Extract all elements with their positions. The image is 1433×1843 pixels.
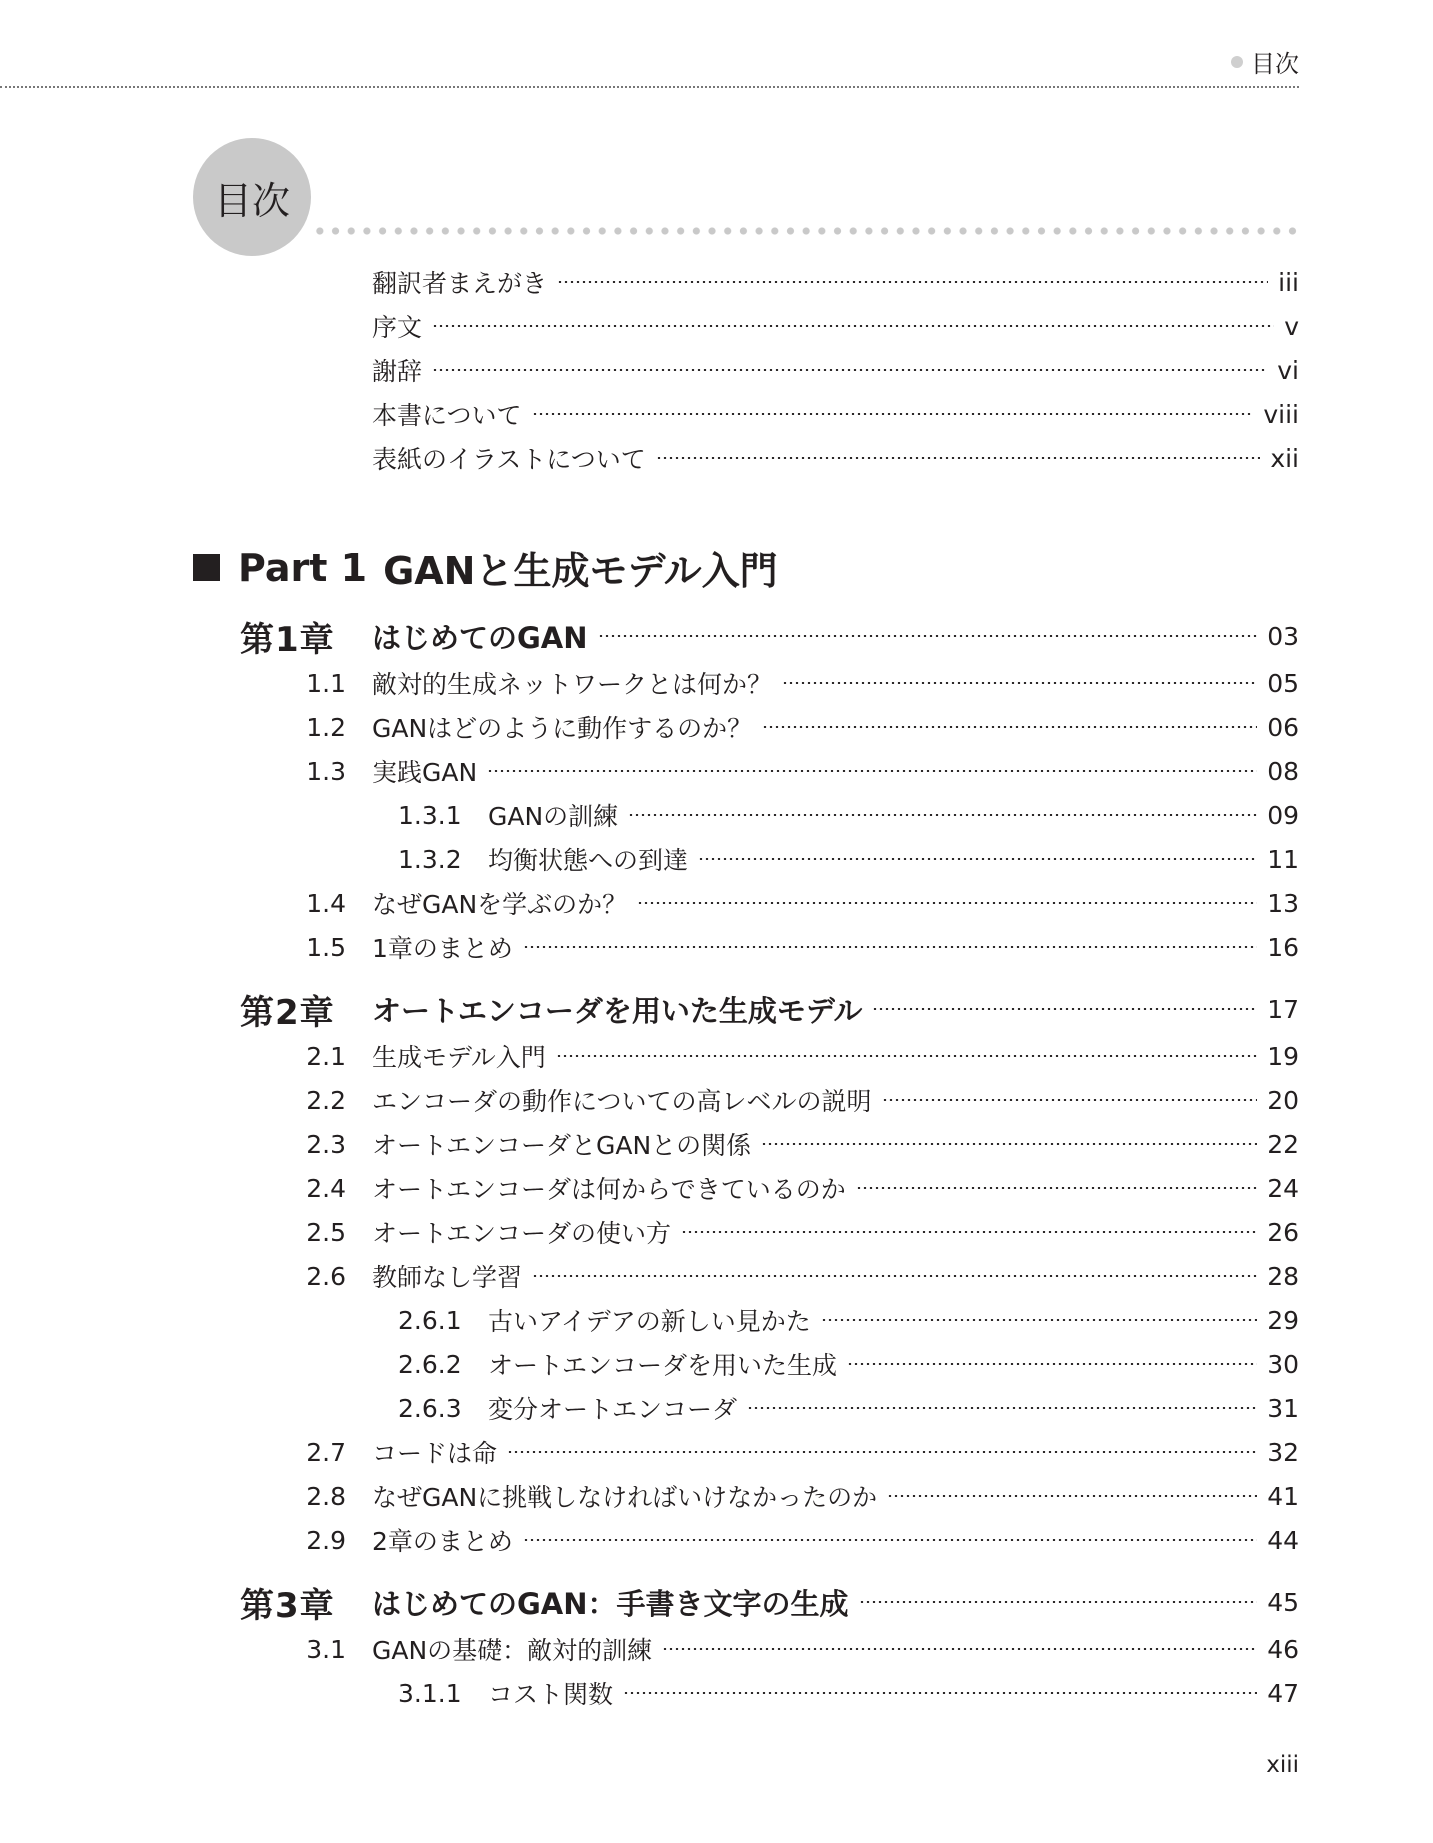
subsection-number: 3.1.1 [398, 1678, 462, 1708]
chapter-label: 第1章 [240, 619, 335, 660]
entry-title: GANの基礎：敵対的訓練 [372, 1636, 653, 1665]
dot-leader [432, 369, 1267, 371]
toc-entry-subsection[interactable] [0, 1300, 1299, 1340]
entry-title: 表紙のイラストについて [372, 445, 646, 474]
entry-title: オートエンコーダとGANとの関係 [372, 1131, 752, 1160]
entry-page: 45 [1267, 1587, 1299, 1617]
toc-entry-section[interactable] [0, 1168, 1299, 1208]
entry-title: 謝辞 [372, 357, 423, 386]
toc-entry-section[interactable] [0, 883, 1299, 923]
section-number: 2.3 [306, 1129, 346, 1159]
section-number: 1.1 [306, 668, 346, 698]
entry-title: コードは命 [372, 1439, 498, 1468]
entry-page: 41 [1267, 1481, 1299, 1511]
section-number: 1.2 [306, 712, 346, 742]
dot-leader [557, 281, 1268, 283]
entry-title: 1章のまとめ [372, 934, 513, 963]
toc-title-dotted-rule [312, 227, 1299, 235]
toc-entry-section[interactable] [0, 751, 1299, 791]
entry-page: 20 [1267, 1085, 1299, 1115]
entry-title: 翻訳者まえがき [372, 269, 548, 298]
section-number: 1.4 [306, 888, 346, 918]
toc-entry-subsection[interactable] [0, 1388, 1299, 1428]
dot-leader [556, 1055, 1257, 1057]
entry-page: 32 [1267, 1437, 1299, 1467]
toc-entry-front[interactable] [0, 350, 1299, 390]
section-number: 2.9 [306, 1525, 346, 1555]
entry-title: 本書について [372, 401, 522, 430]
dot-leader [623, 1692, 1257, 1694]
section-number: 3.1 [306, 1634, 346, 1664]
entry-page: 05 [1267, 668, 1299, 698]
entry-page: 17 [1267, 994, 1299, 1024]
entry-title: オートエンコーダは何からできているのか [372, 1175, 846, 1204]
dot-leader [882, 1099, 1258, 1101]
dot-leader [656, 457, 1261, 459]
entry-page: 13 [1267, 888, 1299, 918]
running-header [1231, 44, 1299, 79]
entry-page: 24 [1267, 1173, 1299, 1203]
page-number: xiii [1266, 1752, 1299, 1778]
toc-entry-front[interactable] [0, 438, 1299, 478]
entry-title: コスト関数 [488, 1680, 614, 1709]
section-number: 2.8 [306, 1481, 346, 1511]
section-number: 1.5 [306, 932, 346, 962]
entry-page: 08 [1267, 756, 1299, 786]
entry-page: 19 [1267, 1041, 1299, 1071]
entry-title: GANはどのように動作するのか？ [372, 714, 753, 743]
dot-leader [532, 413, 1254, 415]
toc-title: 目次 [213, 178, 290, 223]
dot-leader [872, 1008, 1257, 1010]
section-number: 2.1 [306, 1041, 346, 1071]
entry-page: 22 [1267, 1129, 1299, 1159]
subsection-number: 1.3.2 [398, 844, 462, 874]
entry-page: xii [1270, 443, 1299, 473]
entry-page: 46 [1267, 1634, 1299, 1664]
dot-leader [523, 946, 1257, 948]
toc-entry-section[interactable] [0, 1036, 1299, 1076]
dot-leader [698, 858, 1257, 860]
entry-title: 古いアイデアの新しい見かた [488, 1307, 811, 1336]
toc-entry-section[interactable] [0, 707, 1299, 747]
toc-entry-section[interactable] [0, 1629, 1299, 1669]
subsection-number: 1.3.1 [398, 800, 462, 830]
entry-page: 31 [1267, 1393, 1299, 1423]
chapter-label: 第2章 [240, 992, 335, 1033]
toc-entry-subsection[interactable] [0, 1344, 1299, 1384]
entry-page: viii [1263, 399, 1299, 429]
toc-entry-front[interactable] [0, 306, 1299, 346]
entry-title: はじめてのGAN：手書き文字の生成 [372, 1586, 849, 1621]
toc-entry-chapter[interactable] [0, 1582, 1299, 1626]
entry-page: 29 [1267, 1305, 1299, 1335]
entry-page: 30 [1267, 1349, 1299, 1379]
header-divider [0, 86, 1299, 88]
entry-title: エンコーダの動作についての高レベルの説明 [372, 1087, 872, 1116]
chapter-label: 第3章 [240, 1585, 335, 1626]
entry-page: iii [1278, 267, 1299, 297]
entry-page: 47 [1267, 1678, 1299, 1708]
entry-page: 44 [1267, 1525, 1299, 1555]
toc-entry-section[interactable] [0, 663, 1299, 703]
entry-page: 28 [1267, 1261, 1299, 1291]
dot-leader [507, 1451, 1257, 1453]
entry-page: 11 [1267, 844, 1299, 874]
dot-leader [637, 902, 1257, 904]
section-number: 2.4 [306, 1173, 346, 1203]
dot-leader [628, 814, 1257, 816]
entry-title: なぜGANに挑戦しなければいけなかったのか [372, 1483, 878, 1512]
entry-title: 生成モデル入門 [372, 1043, 546, 1072]
dot-leader [821, 1319, 1257, 1321]
toc-entry-section[interactable] [0, 1432, 1299, 1472]
dot-leader [859, 1601, 1258, 1603]
entry-title: 敵対的生成ネットワークとは何か？ [372, 670, 773, 699]
entry-page: 03 [1267, 621, 1299, 651]
section-number: 1.3 [306, 756, 346, 786]
entry-page: 06 [1267, 712, 1299, 742]
dot-leader [681, 1231, 1257, 1233]
dot-leader [856, 1187, 1257, 1189]
toc-entry-section[interactable] [0, 1520, 1299, 1560]
entry-title: 教師なし学習 [372, 1263, 523, 1292]
toc-entry-section[interactable] [0, 1476, 1299, 1516]
dot-leader [532, 1275, 1257, 1277]
toc-entry-section[interactable] [0, 927, 1299, 967]
dot-leader [847, 1363, 1257, 1365]
toc-entry-front[interactable] [0, 394, 1299, 434]
toc-entry-chapter[interactable] [0, 616, 1299, 660]
toc-entry-subsection[interactable] [0, 1673, 1299, 1713]
entry-title: 序文 [372, 313, 423, 342]
dot-leader [487, 770, 1257, 772]
entry-page: 16 [1267, 932, 1299, 962]
section-number: 2.6 [306, 1261, 346, 1291]
dot-leader [523, 1539, 1257, 1541]
part-label: Part 1 [238, 545, 368, 590]
entry-title: 変分オートエンコーダ [488, 1395, 738, 1424]
section-number: 2.2 [306, 1085, 346, 1115]
subsection-number: 2.6.1 [398, 1305, 462, 1335]
entry-title: GANの訓練 [488, 802, 619, 831]
entry-page: vi [1277, 355, 1299, 385]
bullet-dot-icon [1231, 56, 1243, 68]
toc-entry-section[interactable] [0, 1212, 1299, 1252]
entry-page: 26 [1267, 1217, 1299, 1247]
entry-title: オートエンコーダを用いた生成モデル [372, 993, 863, 1028]
toc-entry-section[interactable] [0, 1256, 1299, 1296]
section-number: 2.5 [306, 1217, 346, 1247]
square-bullet-icon [193, 554, 220, 581]
dot-leader [432, 325, 1274, 327]
entry-title: 2章のまとめ [372, 1527, 513, 1556]
entry-title: オートエンコーダを用いた生成 [488, 1351, 838, 1380]
dot-leader [598, 635, 1258, 637]
dot-leader [762, 726, 1257, 728]
entry-page: v [1284, 311, 1299, 341]
entry-title: 均衡状態への到達 [488, 846, 689, 875]
running-header-text: 目次 [1251, 50, 1299, 78]
entry-page: 09 [1267, 800, 1299, 830]
toc-entry-section[interactable] [0, 1124, 1299, 1164]
dot-leader [747, 1407, 1257, 1409]
toc-entry-section[interactable] [0, 1080, 1299, 1120]
entry-title: はじめてのGAN [372, 620, 588, 655]
subsection-number: 2.6.3 [398, 1393, 462, 1423]
entry-title: なぜGANを学ぶのか？ [372, 890, 628, 919]
section-number: 2.7 [306, 1437, 346, 1467]
dot-leader [662, 1648, 1257, 1650]
dot-leader [887, 1495, 1257, 1497]
toc-entry-subsection[interactable] [0, 795, 1299, 835]
toc-title-badge [193, 138, 311, 256]
dot-leader [782, 682, 1257, 684]
entry-title: 実践GAN [372, 758, 478, 787]
toc-entry-front[interactable] [0, 262, 1299, 302]
dot-leader [761, 1143, 1257, 1145]
part-heading [193, 540, 778, 595]
toc-entry-chapter[interactable] [0, 989, 1299, 1033]
part-title: GANと生成モデル入門 [383, 549, 778, 593]
entry-title: オートエンコーダの使い方 [372, 1219, 672, 1248]
toc-entry-subsection[interactable] [0, 839, 1299, 879]
subsection-number: 2.6.2 [398, 1349, 462, 1379]
